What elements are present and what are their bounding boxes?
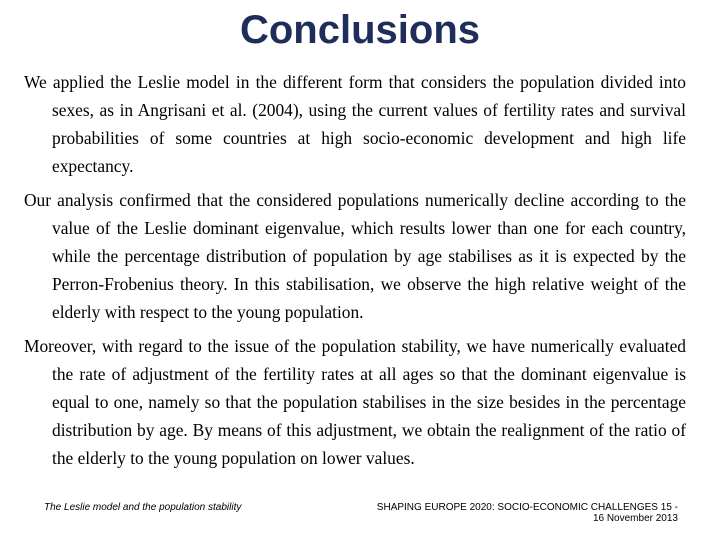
paragraph-leslie-model: We applied the Leslie model in the different form that considers the population divided into sexes, as in Angrisani et al. (2004), using the current values of fertility rates and survival probabilities of some countries at high socio-economic development and high life expectancy. xyxy=(24,72,686,176)
footer-presentation-title: The Leslie model and the population stability xyxy=(44,502,242,513)
paragraph-stability: Moreover, with regard to the issue of the population stability, we have numerically evaluated the rate of adjustment of the fertility rates at all ages so that the dominant eigenvalue is equal to one, namely so that the population stabilises in the size besides in the percentage distribution by age. By means of this adjustment, we obtain the realignment of the ratio of the elderly to the young population on lower values. xyxy=(24,336,686,468)
footer-conference-date: 16 November 2013 xyxy=(592,513,678,524)
slide-title: Conclusions xyxy=(239,8,481,52)
footer-conference-name: SHAPING EUROPE 2020: SOCIO-ECONOMIC CHALLENGES 15 - xyxy=(376,502,678,513)
paragraph-analysis: Our analysis confirmed that the considered populations numerically decline according to the value of the Leslie dominant eigenvalue, which results lower than one for each country, while the percentage distribution of population by age stabilises as it is expected by the Perron-Frobenius theory. In this stabilisation, we observe the high relative weight of the elderly with respect to the young population. xyxy=(24,190,686,322)
slide-body xyxy=(24,68,686,478)
footer-conference xyxy=(358,502,678,524)
